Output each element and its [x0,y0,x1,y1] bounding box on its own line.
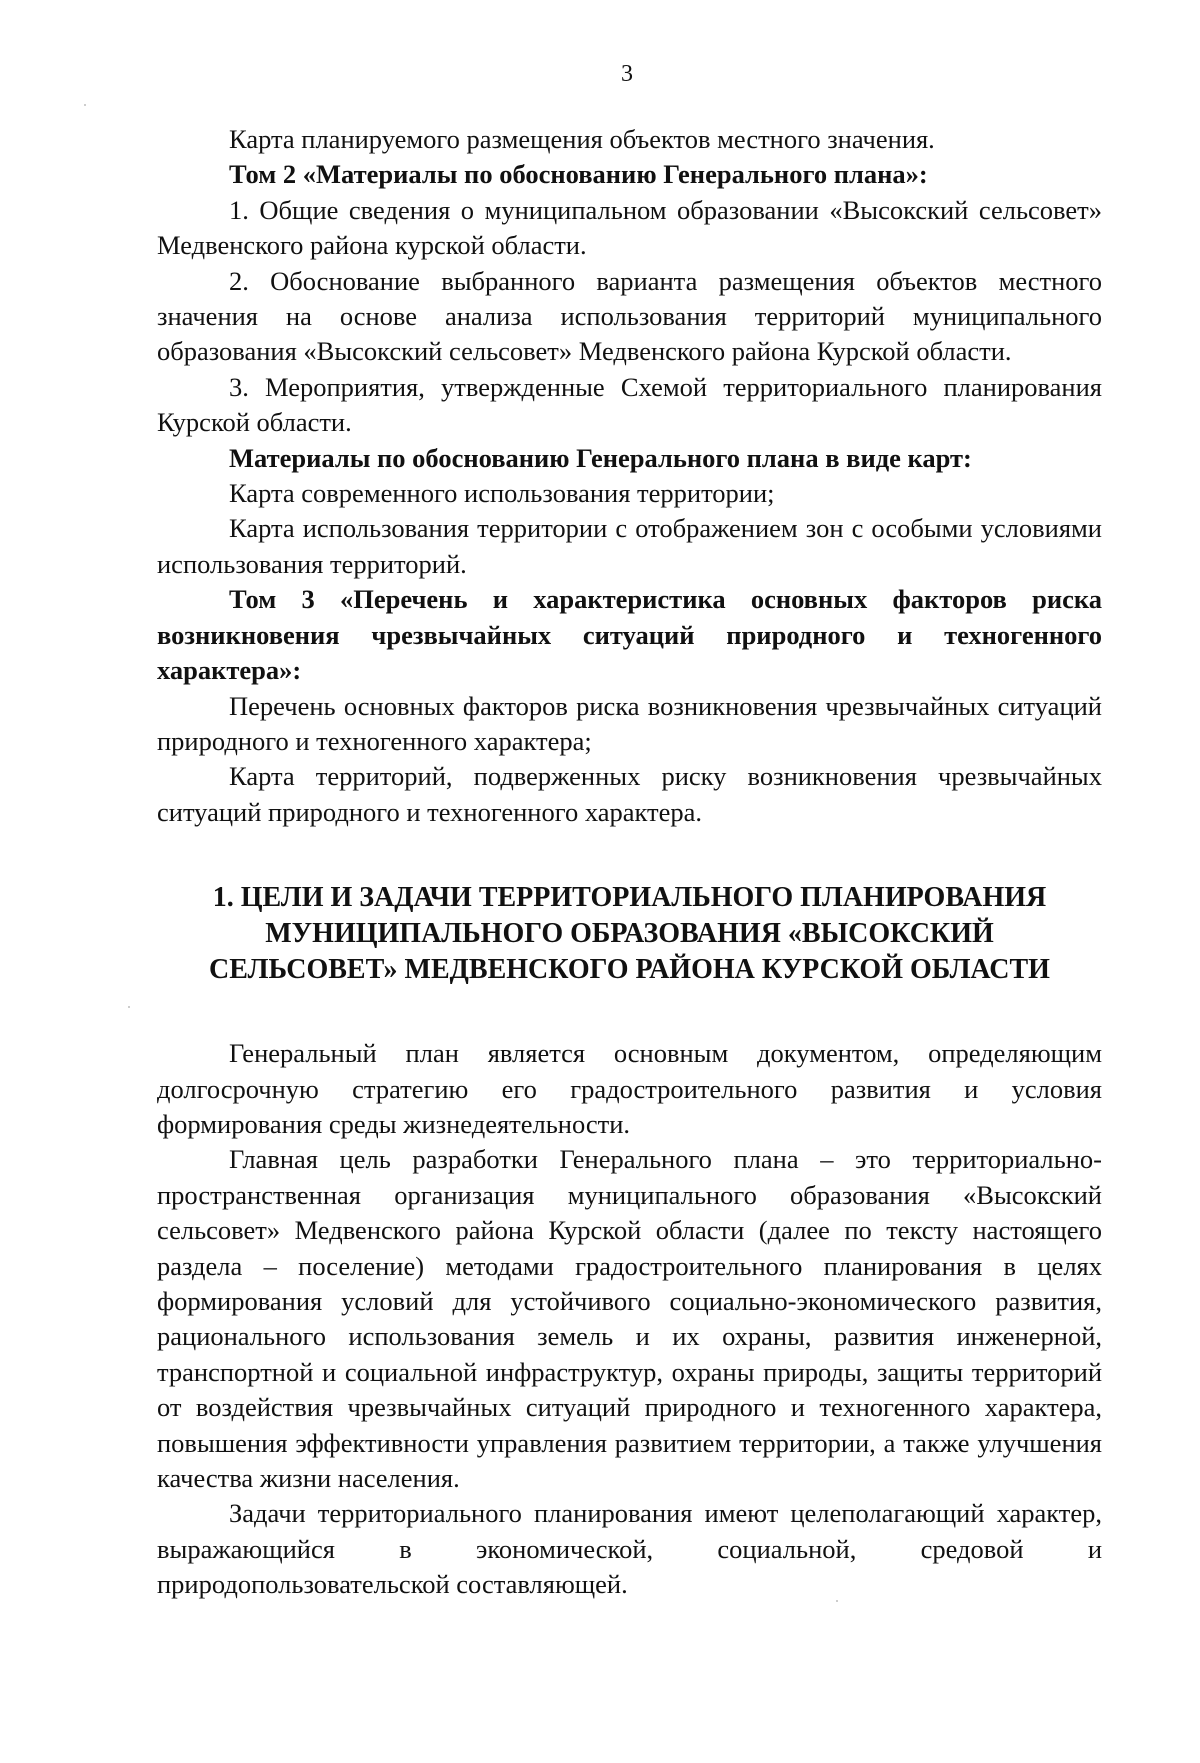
volume-3-item-1: Перечень основных факторов риска возникновения чрезвычайных ситуаций природного и техногенного характера; [157,690,1102,756]
section-paragraph-1: Генеральный план является основным документом, определяющим долгосрочную стратегию его градостроительного развития и условия формирования среды жизнедеятельности. [157,1038,1102,1139]
map-item-1: Карта современного использования территории; [229,478,775,509]
volume-2-item-3: 3. Мероприятия, утвержденные Схемой территориального планирования Курской области. [157,371,1102,438]
section-paragraph-3: Задачи территориального планирования имеют целеполагающий характер, выражающийся в экономической, социальной, средовой и природопользовательской составляющей. [157,1498,1102,1600]
scan-speck [84,104,86,106]
map-planned-line: Карта планируемого размещения объектов местного значения. [229,124,935,154]
volume-2-item-2: 2. Обоснование выбранного варианта размещения объектов местного значения на основе анализа использования территорий муниципального образования «Высокский сельсовет» Медвенского района Курской области. [157,265,1102,367]
section-heading-line: МУНИЦИПАЛЬНОГО ОБРАЗОВАНИЯ «ВЫСОКСКИЙ [265,918,994,950]
section-paragraph-2: Главная цель разработки Генерального плана – это территориально-пространственная организация муниципального образования «Высокский сельсовет» Медвенского района Курской области (далее по тексту настоящего раздела – поселение) методами градостроительного планирования в целях формирования условий для устойчивого социально-экономического развития, рационального использования земель и их охраны, развития инженерной, транспортной и социальной инфраструктур, охраны природы, защиты территорий от воздействия чрезвычайных ситуаций природного и техногенного характера, повышения эффективности управления развитием территории, а также улучшения качества жизни населения. [157,1144,1102,1493]
scan-speck [128,1006,130,1008]
volume-2-title: Том 2 «Материалы по обоснованию Генерального плана»: [229,159,928,190]
volume-3-title: Том 3 «Перечень и характеристика основных факторов риска возникновения чрезвычайных ситуаций природного и техногенного характера»: [157,584,1102,686]
section-heading [157,880,1102,988]
page-number: 3 [621,61,633,87]
volume-3-item-2: Карта территорий, подверженных риску возникновения чрезвычайных ситуаций природного и техногенного характера. [157,761,1102,827]
volume-2-item-1: 1. Общие сведения о муниципальном образовании «Высокский сельсовет» Медвенского района курской области. [157,194,1102,261]
document-body [157,122,1102,1603]
section-heading-line: СЕЛЬСОВЕТ» МЕДВЕНСКОГО РАЙОНА КУРСКОЙ ОБЛАСТИ [209,954,1050,986]
map-item-2: Карта использования территории с отображением зон с особыми условиями использования территорий. [157,513,1102,579]
section-heading-line: 1. ЦЕЛИ И ЗАДАЧИ ТЕРРИТОРИАЛЬНОГО ПЛАНИРОВАНИЯ [212,882,1047,914]
maps-title: Материалы по обоснованию Генерального плана в виде карт: [229,442,972,473]
